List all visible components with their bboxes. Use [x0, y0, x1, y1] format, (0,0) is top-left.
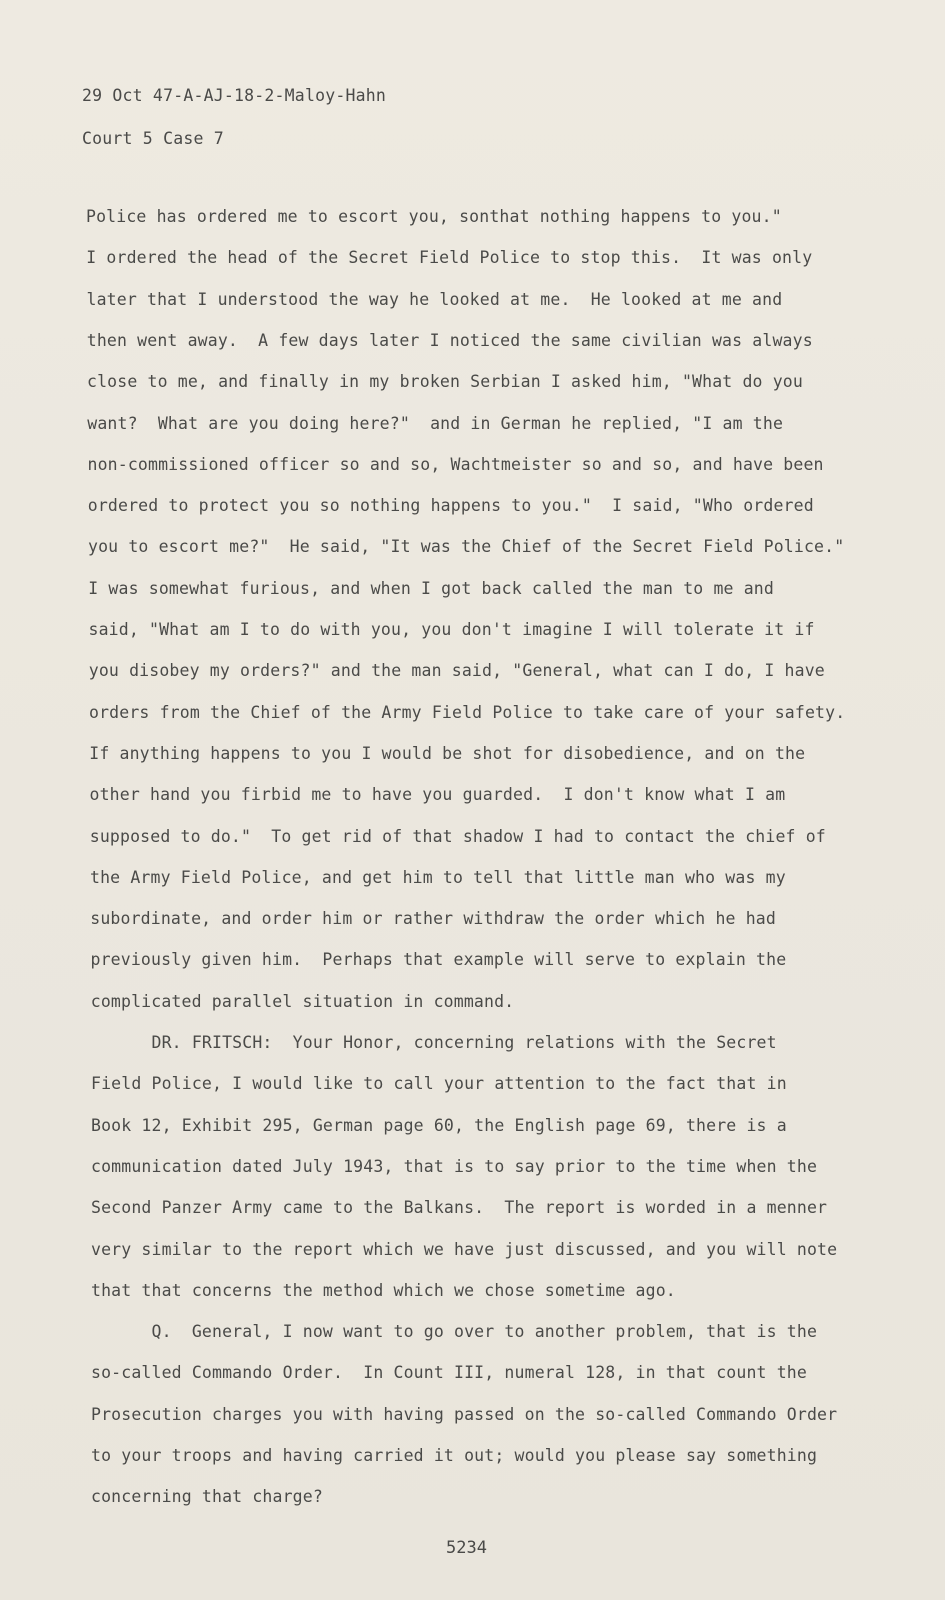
transcript-line: Second Panzer Army came to the Balkans. The report is worded in a menner [91, 1198, 828, 1218]
transcript-line: then went away. A few days later I noticed the same civilian was always [86, 330, 813, 350]
transcript-line: complicated parallel situation in command. [90, 991, 515, 1011]
page-number: 5234 [446, 1538, 487, 1558]
transcript-line: non-commissioned officer so and so, Wachtmeister so and so, and have been [87, 454, 824, 474]
transcript-line: If anything happens to you I would be shot for disobedience, and on the [89, 743, 806, 763]
transcript-line: concerning that charge? [91, 1487, 323, 1507]
transcript-line: you disobey my orders?" and the man said, "General, what can I do, I have [88, 661, 825, 681]
transcript-line: said, "What am I to do with you, you don't imagine I will tolerate it if [88, 620, 815, 639]
transcript-line: orders from the Chief of the Army Field Police to take care of your safety. [89, 702, 846, 722]
transcript-line: communication dated July 1943, that is to say prior to the time when the [91, 1156, 818, 1176]
transcript-line: you to escort me?" He said, "It was the Chief of the Secret Field Police." [88, 537, 845, 557]
transcript-line: subordinate, and order him or rather withdraw the order which he had [90, 909, 776, 929]
transcript-line: I ordered the head of the Secret Field Police to stop this. It was only [86, 248, 813, 268]
transcript-line: Prosecution charges you with having passed on the so-called Commando Order [91, 1404, 838, 1424]
document-reference: 29 Oct 47-A-AJ-18-2-Maloy-Hahn [82, 86, 387, 105]
transcript-line: Police has ordered me to escort you, sonthat nothing happens to you." [86, 207, 782, 226]
transcript-line: to your troops and having carried it out; would you please say something [91, 1446, 818, 1465]
transcript-line: DR. FRITSCH: Your Honor, concerning relations with the Secret [91, 1033, 777, 1052]
transcript-line: very similar to the report which we have just discussed, and you will note [91, 1239, 838, 1259]
transcript-line: that that concerns the method which we chose sometime ago. [91, 1280, 676, 1300]
transcript-line: so-called Commando Order. In Count III, numeral 128, in that count the [91, 1363, 807, 1383]
transcript-line: Book 12, Exhibit 295, German page 60, the English page 69, there is a [91, 1115, 787, 1135]
transcript-line: later that I understood the way he looked at me. He looked at me and [86, 289, 783, 309]
transcript-line: Q. General, I now want to go over to another problem, that is the [91, 1322, 818, 1342]
transcript-line: want? What are you doing here?" and in German he replied, "I am the [87, 413, 784, 433]
transcript-line: previously given him. Perhaps that example will serve to explain the [90, 950, 787, 970]
transcript-line: Field Police, I would like to call your attention to the fact that in [91, 1074, 787, 1094]
court-case-label: Court 5 Case 7 [82, 129, 224, 148]
transcript-line: the Army Field Police, and get him to tell that little man who was my [90, 867, 786, 887]
transcript-line: close to me, and finally in my broken Serbian I asked him, "What do you [87, 372, 803, 392]
transcript-line: ordered to protect you so nothing happens to you." I said, "Who ordered [87, 496, 814, 516]
transcript-line: other hand you firbid me to have you guarded. I don't know what I am [89, 785, 786, 805]
transcript-line: I was somewhat furious, and when I got back called the man to me and [88, 578, 774, 598]
transcript-line: supposed to do." To get rid of that shadow I had to contact the chief of [89, 826, 826, 846]
